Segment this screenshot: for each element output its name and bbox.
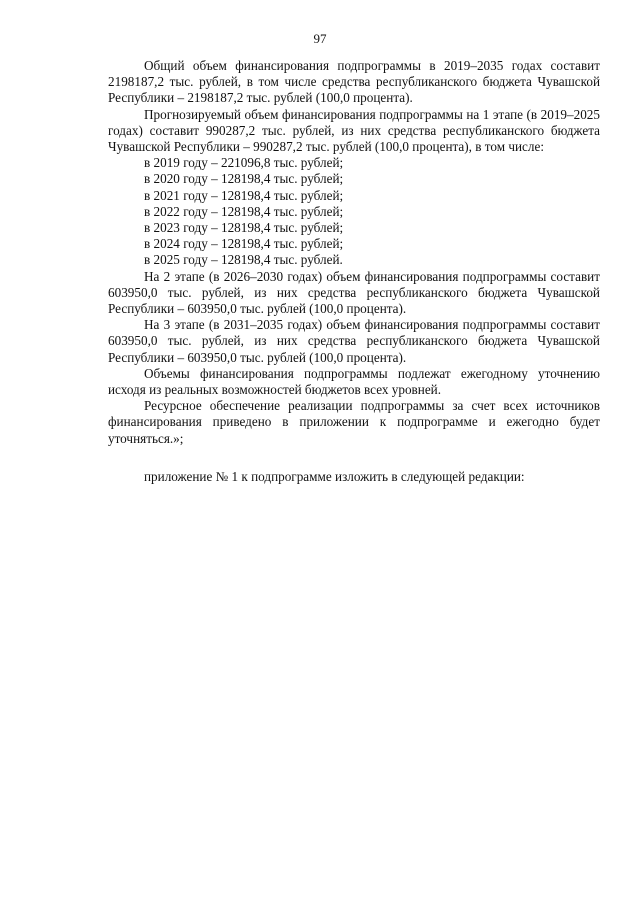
document-body: [108, 58, 600, 485]
list-item: в 2023 году – 128198,4 тыс. рублей;: [144, 220, 344, 236]
stage-2-funding-paragraph: На 2 этапе (в 2026–2030 годах) объем финансирования подпрограммы составит 603950,0 тыс. рублей, из них средства республиканского бюджета Чувашской Республики – 603950,0 тыс. рублей (100,0 процента).: [108, 268, 600, 317]
list-item: в 2024 году – 128198,4 тыс. рублей;: [144, 236, 344, 252]
yearly-amounts-list: [108, 155, 600, 268]
list-item: в 2025 году – 128198,4 тыс. рублей.: [144, 252, 343, 268]
list-item: в 2021 году – 128198,4 тыс. рублей;: [144, 187, 344, 203]
stage-1-funding-paragraph: Прогнозируемый объем финансирования подпрограммы на 1 этапе (в 2019–2025 годах) составит 990287,2 тыс. рублей, из них средства республиканского бюджета Чувашской Республики – 990287,2 тыс. рублей (100,0 процента), в том числе:: [108, 106, 600, 155]
total-funding-paragraph: Общий объем финансирования подпрограммы в 2019–2035 годах составит 2198187,2 тыс. рублей, в том числе средства республиканского бюджета Чувашской Республики – 2198187,2 тыс. рублей (100,0 процента).: [108, 58, 600, 106]
list-item: в 2019 году – 221096,8 тыс. рублей;: [144, 155, 344, 171]
stage-3-funding-paragraph: На 3 этапе (в 2031–2035 годах) объем финансирования подпрограммы составит 603950,0 тыс. рублей, из них средства республиканского бюджета Чувашской Республики – 603950,0 тыс. рублей (100,0 процента).: [108, 317, 600, 365]
list-item: в 2020 году – 128198,4 тыс. рублей;: [144, 171, 344, 187]
annual-adjustment-paragraph: Объемы финансирования подпрограммы подлежат ежегодному уточнению исходя из реальных возможностей бюджетов всех уровней.: [108, 365, 600, 398]
list-item: в 2022 году – 128198,4 тыс. рублей;: [144, 203, 344, 219]
page-number: 97: [313, 31, 327, 46]
closing-instruction: приложение № 1 к подпрограмме изложить в следующей редакции:: [144, 468, 525, 484]
resource-support-paragraph: Ресурсное обеспечение реализации подпрограммы за счет всех источников финансирования приведено в приложении к подпрограмме и ежегодно будет уточняться.»;: [108, 398, 600, 446]
